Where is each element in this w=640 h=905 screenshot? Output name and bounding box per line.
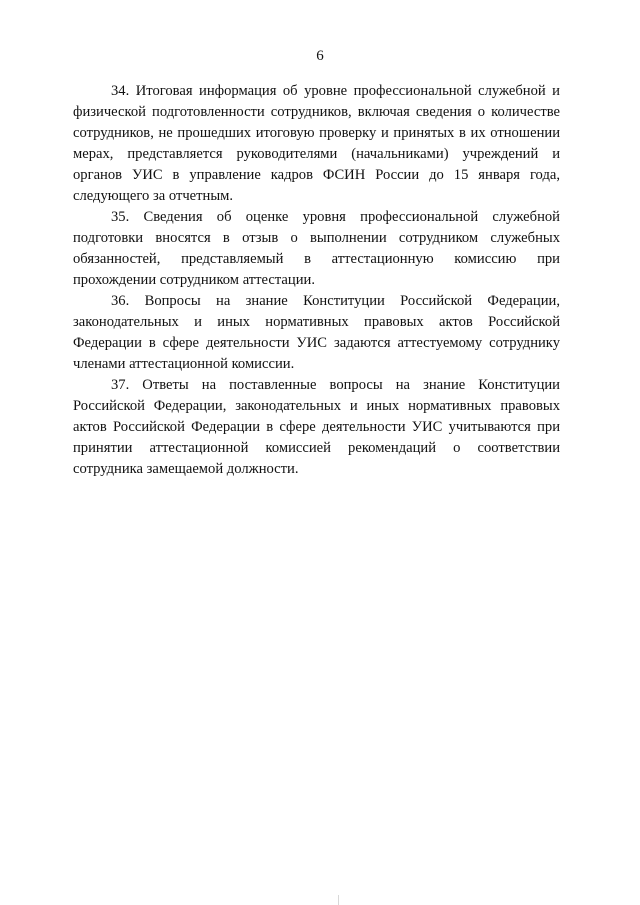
paragraph-35: 35. Сведения об оценке уровня профессиональной служебной подготовки вносятся в отзыв о выполнении сотрудником служебных обязанностей, представляемый в аттестационную комиссию при прохождении сотрудником аттестации. — [73, 209, 560, 288]
scan-edge-mark — [338, 895, 339, 905]
page-number: 6 — [316, 48, 324, 64]
paragraph-36: 36. Вопросы на знание Конституции Российской Федерации, законодательных и иных нормативных правовых актов Российской Федерации в сфере деятельности УИС задаются аттестуемому сотруднику членами аттестационной комиссии. — [73, 293, 560, 372]
paragraph-34: 34. Итоговая информация об уровне профессиональной служебной и физической подготовленности сотрудников, включая сведения о количестве сотрудников, не прошедших итоговую проверку и принятых в их отношении мерах, представляется руководителями (начальниками) учреждений и органов УИС в управление кадров ФСИН России до 15 января года, следующего за отчетным. — [73, 83, 560, 204]
document-body — [73, 81, 560, 480]
paragraph-37: 37. Ответы на поставленные вопросы на знание Конституции Российской Федерации, законодательных и иных нормативных правовых актов Российской Федерации в сфере деятельности УИС учитываются при принятии аттестационной комиссией рекомендаций о соответствии сотрудника замещаемой должности. — [73, 377, 560, 477]
